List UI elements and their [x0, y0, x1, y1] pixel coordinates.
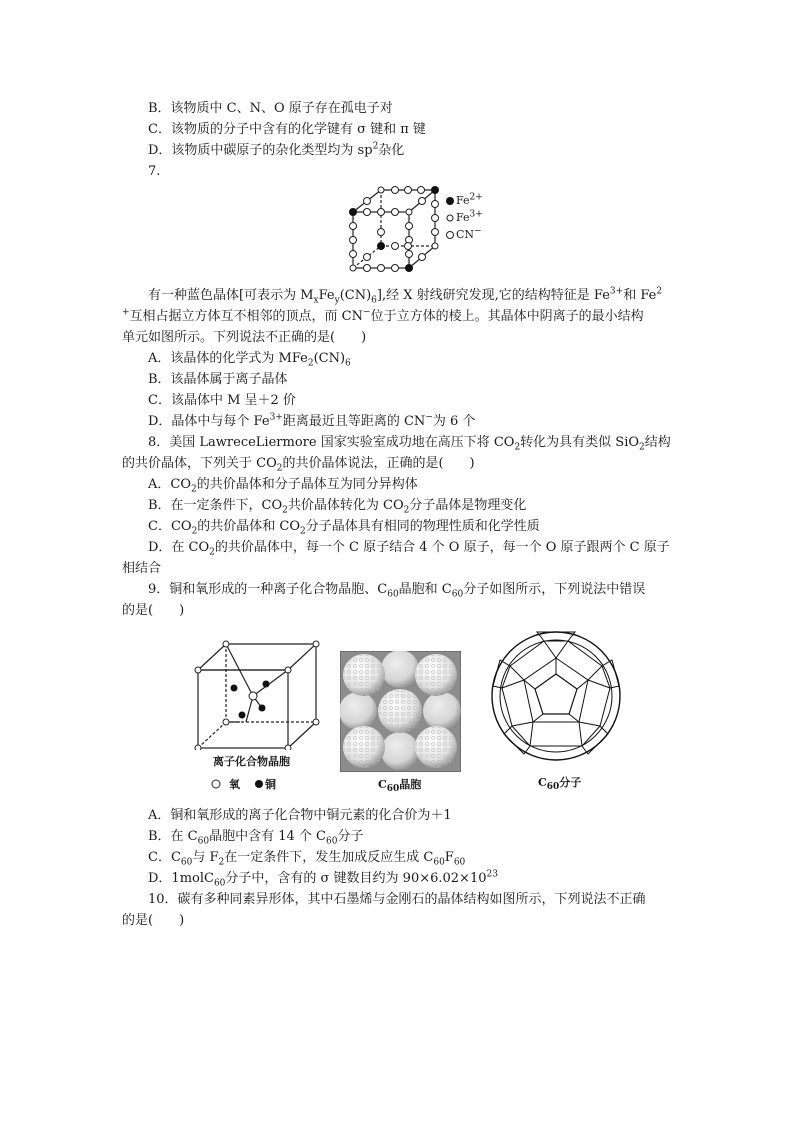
q6-option-c: C．该物质的分子中含有的化学键有 σ 键和 π 键 — [148, 122, 426, 137]
q9-stem-line1: 9．铜和氧形成的一种离子化合物晶胞、$C_{60}$晶胞和 $C_{60}$分子如图所示，下列说法中错误 — [148, 582, 646, 600]
q10-stem-line2: 的是( ) — [122, 913, 185, 928]
legend-copper-label: 铜 — [265, 778, 276, 791]
ionic-cell-caption: 离子化合物晶胞 — [213, 755, 290, 768]
legend-fe3-label: $Fe^{3+}$ — [456, 209, 483, 224]
q7-stem-line2: +互相占据立方体互不相邻的顶点，而 CN−位于立方体的棱上。其晶体中阴离子的最小结构 — [122, 307, 644, 324]
copper-atom — [231, 685, 238, 692]
q9-option-a: A．铜和氧形成的离子化合物中铜元素的化合价为＋1 — [148, 808, 452, 823]
q6-option-b: B．该物质中 C、N、O 原子存在孤电子对 — [148, 101, 393, 116]
legend-fe2-label: $Fe^{2+}$ — [456, 192, 483, 207]
q7-stem-line3: 单元如图所示。下列说法不正确的是( ) — [122, 330, 367, 345]
q8-stem-line2: 的共价晶体，下列关于 $CO_2$的共价晶体说法，正确的是( ) — [122, 456, 475, 474]
q8-option-b: B．在一定条件下，$CO_2$共价晶体转化为 $CO_2$分子晶体是物理变化 — [148, 498, 527, 516]
q9-stem-line2: 的是( ) — [122, 603, 185, 618]
q8-option-d: D．在 $CO_2$的共价晶体中，每一个 C 原子结合 4 个 O 原子，每一个 O 原子跟两个 C 原子 — [148, 540, 670, 558]
q9-option-d: D．1molC$_{60}$分子中，含有的 σ 键数目约为 $90\times 6.02\times 10^{23}$ — [148, 869, 498, 889]
q7-option-b: B．该晶体属于离子晶体 — [148, 372, 288, 387]
q9-option-b: B．在 $C_{60}$晶胞中含有 14 个 $C_{60}$分子 — [148, 829, 364, 847]
c60-crystal-caption: $C_{60}$晶胞 — [378, 778, 422, 795]
legend-cn-marker — [447, 232, 454, 239]
fe2-ion-marker — [431, 186, 439, 194]
q7-stem-line1: 有一种蓝色晶体[可表示为 $M_xFe_y(CN)_6$],经 X 射线研究发现,它的结构特征是 $Fe^{3+}$和 Fe$^2$ — [148, 286, 663, 306]
q8-option-d-cont: 相结合 — [122, 561, 162, 576]
q8-stem-line1: 8．美国 LawreceLiermore 国家实验室成功地在高压下将 $CO_2$转化为具有类似 SiO$_2$结构 — [148, 435, 671, 453]
q8-option-c: C．$CO_2$的共价晶体和 $CO_2$分子晶体具有相同的物理性质和化学性质 — [148, 519, 540, 537]
q7-option-a: A．该晶体的化学式为 $MFe_2(CN)_6$ — [148, 351, 351, 369]
q7-number: 7. — [148, 164, 161, 179]
q6-option-d: D．该物质中碳原子的杂化类型均为 $sp^2$杂化 — [148, 141, 405, 158]
legend-cn-label: CN− — [456, 226, 482, 241]
cn-ion-marker — [392, 187, 399, 194]
c60-molecule-figure — [488, 628, 624, 764]
c60-molecule-caption: $C_{60}$分子 — [538, 776, 582, 793]
q10-stem-line1: 10．碳有多种同素异形体，其中石墨烯与金刚石的晶体结构如图所示，下列说法不正确 — [148, 892, 646, 907]
legend-fe2-marker — [446, 197, 454, 205]
legend-oxygen-label: 氧 — [229, 778, 240, 791]
q7-cube-figure — [340, 180, 510, 278]
oxygen-atom — [249, 692, 257, 700]
q7-option-d: D．晶体中与每个 $Fe^{3+}$距离最近且等距离的 CN−为 6 个 — [148, 412, 476, 429]
legend-fe3-marker — [447, 215, 453, 221]
ionic-legend-markers — [210, 778, 270, 790]
c60-crystal-figure — [340, 651, 461, 772]
q9-option-c: C．$C_{60}$与 $F_2$在一定条件下，发生加成反应生成 $C_{60}F_{60}$ — [148, 850, 466, 868]
ionic-unit-cell-figure — [190, 638, 326, 750]
q8-option-a: A．$CO_2$的共价晶体和分子晶体互为同分异构体 — [148, 477, 418, 495]
q7-option-c: C．该晶体中 M 呈＋2 价 — [148, 393, 296, 408]
